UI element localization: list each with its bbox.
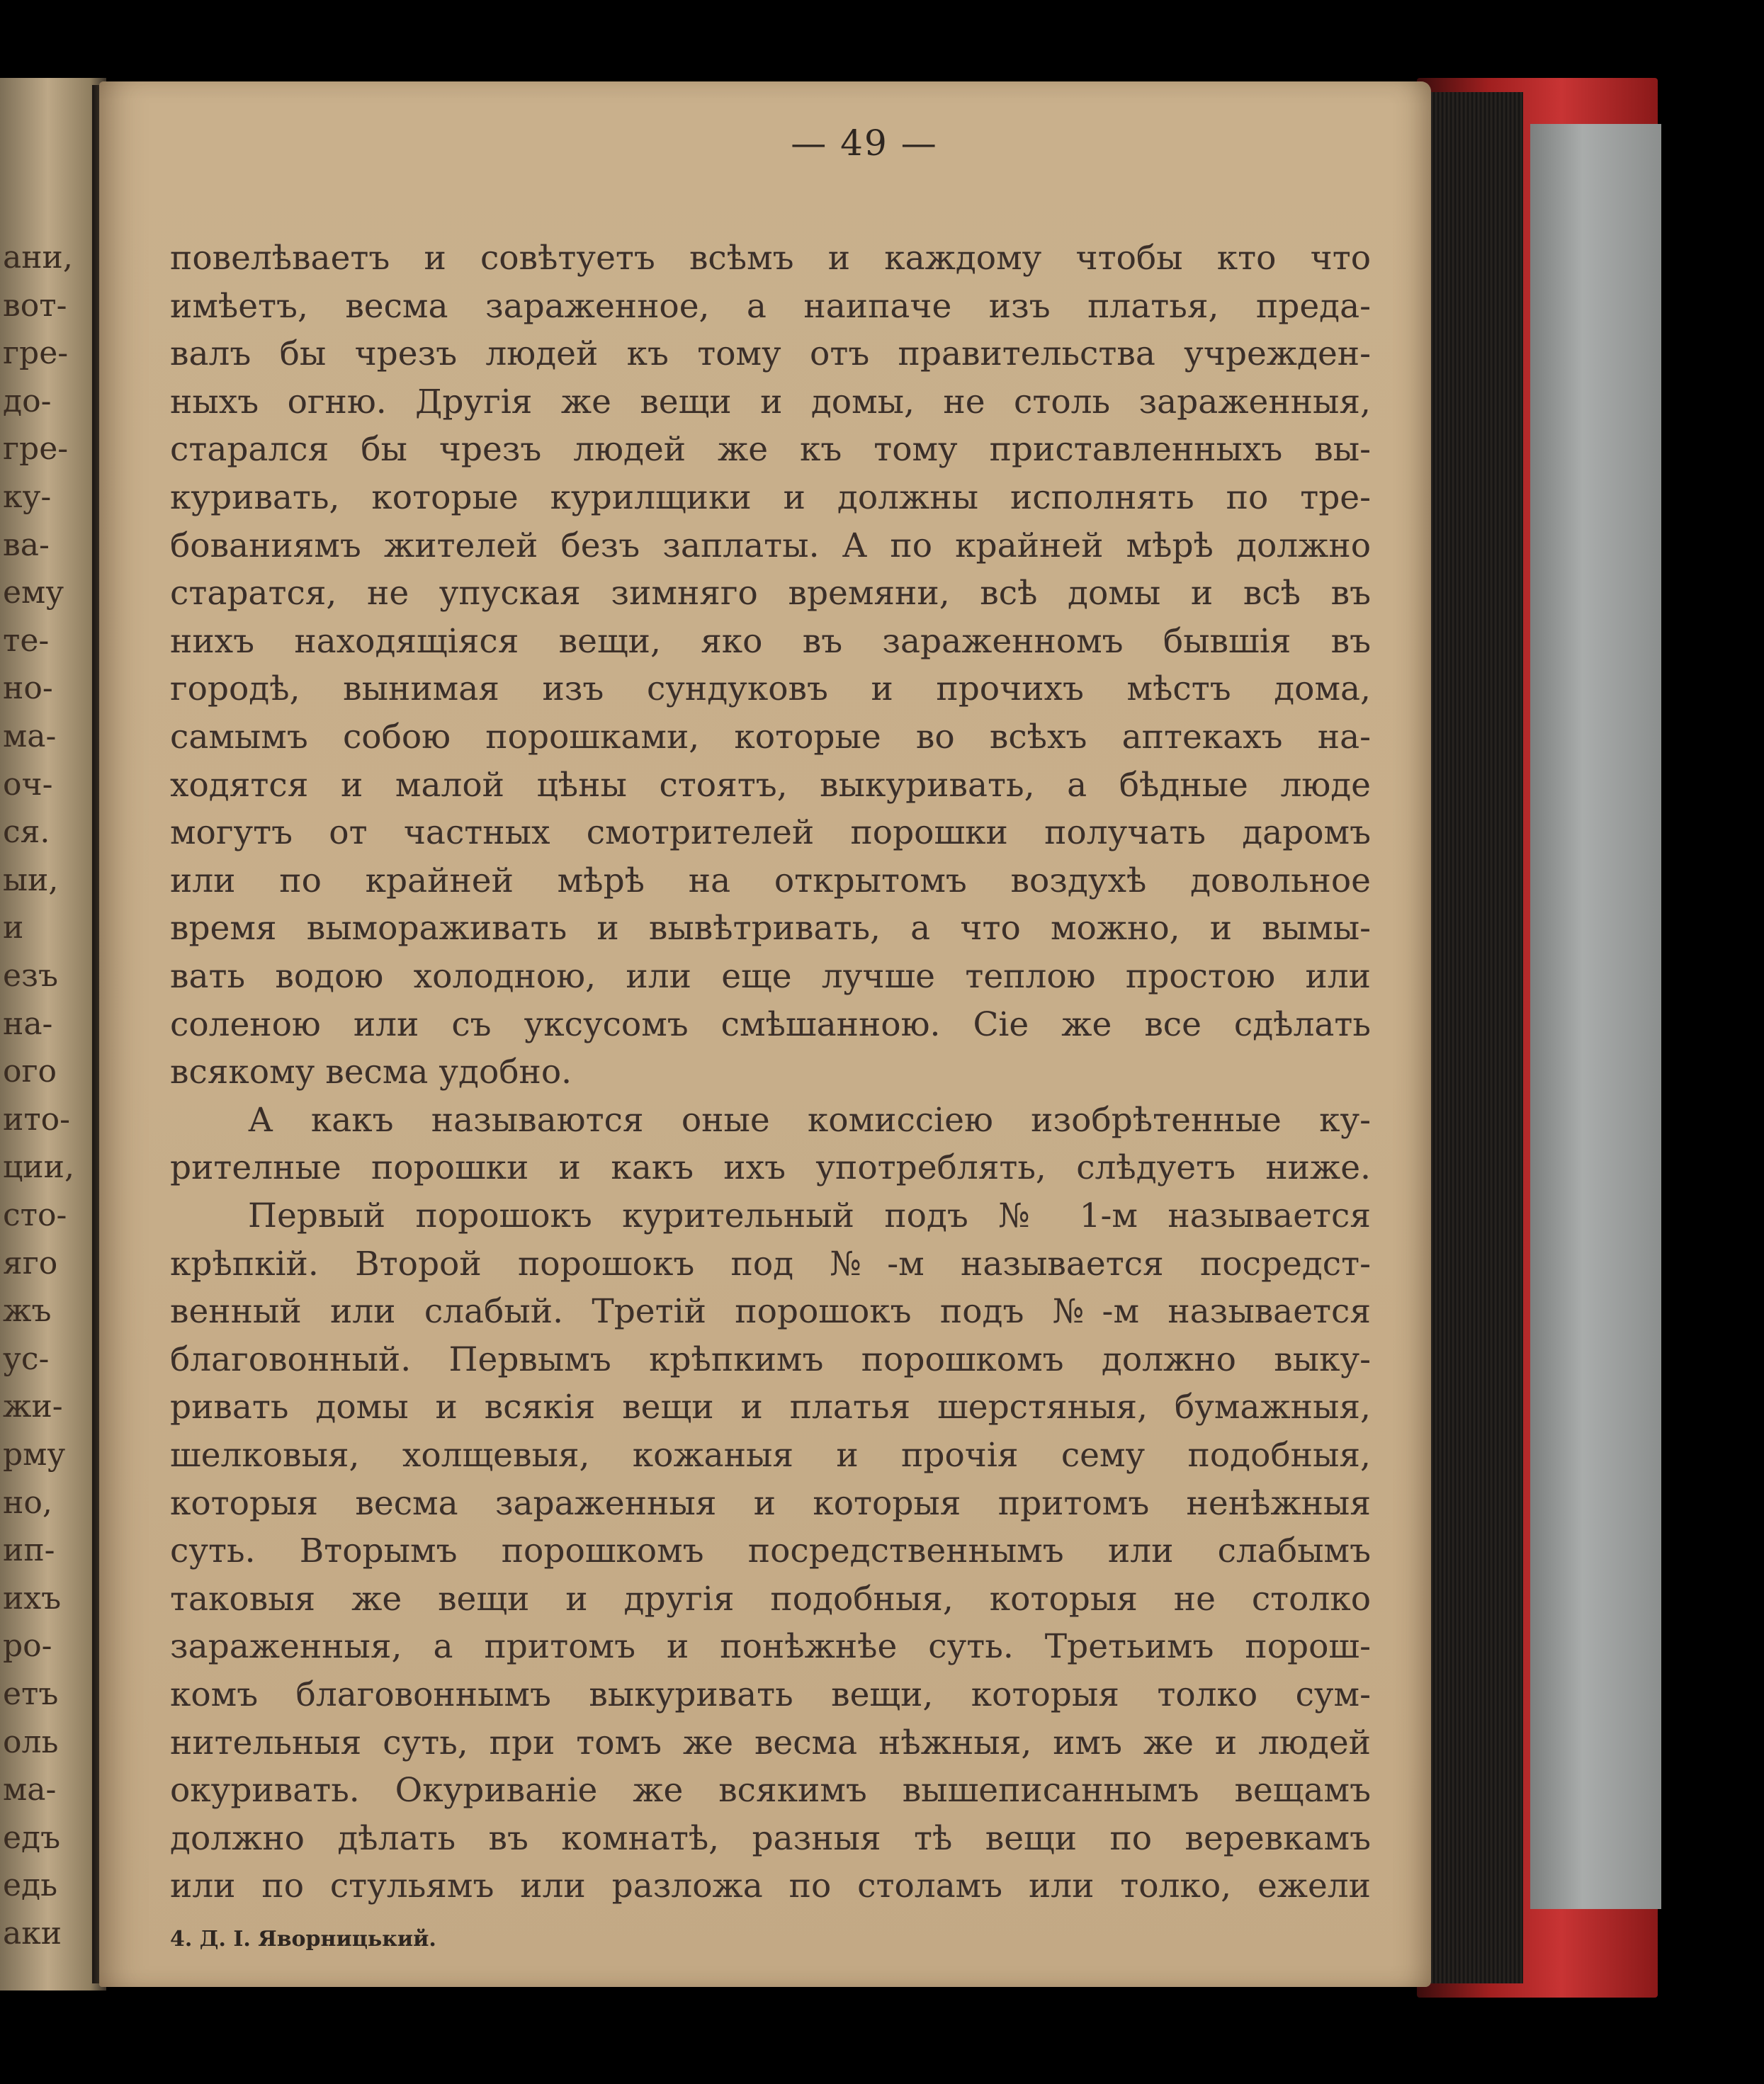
text-line: или по стульямъ или разложа по столамъ или толко, ежели	[170, 1867, 1371, 1906]
text-line: благовонный. Первымъ крѣпкимъ порошкомъ должно выку-	[170, 1340, 1371, 1379]
text-line: валъ бы чрезъ людей къ тому отъ правительства учрежден-	[170, 334, 1371, 374]
left-page-edge	[0, 78, 106, 1990]
text-line: соленою или съ уксусомъ смѣшанною. Сіе же все сдѣлать	[170, 1004, 1371, 1044]
text-line: куривать, которые курилщики и должны исполнять по тре-	[170, 478, 1371, 517]
left-page-fragment: жи-	[3, 1388, 63, 1425]
text-line: бованиямъ жителей безъ заплаты. А по крайней мѣрѣ должно	[170, 526, 1371, 565]
text-line: таковыя же вещи и другія подобныя, которыя не столко	[170, 1579, 1371, 1619]
text-line: могутъ от частных смотрителей порошки получать даромъ	[170, 813, 1371, 853]
text-line: ныхъ огню. Другія же вещи и домы, не столь зараженныя,	[170, 382, 1371, 421]
left-page-fragment: ус-	[3, 1340, 50, 1377]
left-page-fragment: едъ	[3, 1819, 61, 1856]
text-line: или по крайней мѣрѣ на открытомъ воздухѣ довольное	[170, 861, 1371, 900]
left-page-fragment: ыи,	[3, 861, 59, 898]
left-page-fragment: аки	[3, 1915, 62, 1952]
text-line: крѣпкій. Второй порошокъ под №-м называется посредст-	[170, 1244, 1371, 1284]
inner-cover-board	[1530, 124, 1661, 1909]
text-line: вать водою холодною, или еще лучше теплою простою или	[170, 957, 1371, 996]
page-stack-edge	[1417, 92, 1523, 1983]
left-page-fragment: вот-	[3, 287, 67, 324]
text-line: имѣетъ, весма зараженное, а наипаче изъ платья, преда-	[170, 286, 1371, 326]
left-page-fragment: езъ	[3, 958, 59, 994]
left-page-fragment: ани,	[3, 239, 73, 276]
left-page-fragment: ку-	[3, 479, 52, 515]
left-page-fragment: етъ	[3, 1676, 59, 1712]
left-page-fragment: едь	[3, 1867, 58, 1904]
left-page-fragment: ва-	[3, 526, 50, 563]
left-page-fragment: оль	[3, 1723, 59, 1760]
text-line: рителные порошки и какъ ихъ употреблять, слѣдуетъ ниже.	[170, 1148, 1371, 1188]
text-line: ривать домы и всякія вещи и платья шерстяныя, бумажныя,	[170, 1388, 1371, 1427]
left-page-fragment: но,	[3, 1484, 52, 1521]
text-line: нихъ находящіяся вещи, яко въ зараженномъ бывшія въ	[170, 621, 1371, 661]
text-line: шелковыя, холщевыя, кожаныя и прочія сему подобныя,	[170, 1436, 1371, 1475]
left-page-fragment: ма-	[3, 718, 57, 754]
left-page-fragment: те-	[3, 622, 50, 659]
left-page-fragment: ип-	[3, 1532, 55, 1569]
left-page-fragment: ито-	[3, 1101, 71, 1138]
text-line: которыя весма зараженныя и которыя притомъ ненѣжныя	[170, 1483, 1371, 1523]
text-line: ходятся и малой цѣны стоятъ, выкуривать, а бѣдные люде	[170, 765, 1371, 805]
page-number: — 49 —	[791, 123, 938, 164]
text-line: суть. Вторымъ порошкомъ посредственнымъ или слабымъ	[170, 1531, 1371, 1571]
left-page-fragment: до-	[3, 383, 52, 419]
text-line: городѣ, вынимая изъ сундуковъ и прочихъ мѣстъ дома,	[170, 669, 1371, 709]
left-page-fragment: гре-	[3, 431, 69, 468]
text-line: всякому весма удобно.	[170, 1053, 572, 1092]
text-line: нительныя суть, при томъ же весма нѣжныя, имъ же и людей	[170, 1723, 1371, 1762]
left-page-fragment: яго	[3, 1245, 58, 1281]
left-page-fragment: рму	[3, 1437, 66, 1473]
text-line: должно дѣлать въ комнатѣ, разныя тѣ вещи по веревкамъ	[170, 1818, 1371, 1858]
left-page-fragment: ся.	[3, 814, 50, 851]
left-page-fragment: ихъ	[3, 1580, 62, 1616]
left-page-fragment: сто-	[3, 1197, 67, 1233]
left-page-fragment: на-	[3, 1005, 53, 1042]
text-line: зараженныя, а притомъ и понѣжнѣе суть. Третьимъ порош-	[170, 1627, 1371, 1667]
left-page-fragment: ро-	[3, 1628, 52, 1665]
left-page-fragment: оч-	[3, 766, 53, 803]
text-line: Первый порошокъ курительный подъ № 1-м называется	[248, 1196, 1371, 1235]
left-page-fragment: ого	[3, 1053, 57, 1090]
text-line: венный или слабый. Третій порошокъ подъ №-м называется	[170, 1292, 1371, 1332]
left-page-fragment: ему	[3, 574, 64, 611]
left-page-fragment: ма-	[3, 1772, 57, 1808]
text-line: повелѣваетъ и совѣтуетъ всѣмъ и каждому чтобы кто что	[170, 239, 1371, 278]
text-line: старался бы чрезъ людей же къ тому приставленныхъ вы-	[170, 430, 1371, 470]
left-page-fragment: и	[3, 910, 24, 946]
left-page-fragment: ции,	[3, 1149, 74, 1186]
footer-signature: 4. Д. І. Яворницький.	[170, 1927, 436, 1952]
text-line: окуривать. Окуриваніе же всякимъ вышеписаннымъ вещамъ	[170, 1771, 1371, 1811]
text-line: комъ благовоннымъ выкуривать вещи, которыя толко сум-	[170, 1675, 1371, 1714]
text-line: А какъ называются оные комиссіею изобрѣтенные ку-	[248, 1100, 1371, 1140]
text-line: старатся, не упуская зимняго времяни, всѣ домы и всѣ въ	[170, 574, 1371, 613]
left-page-fragment: но-	[3, 670, 53, 707]
text-line: время вымораживать и вывѣтривать, а что можно, и вымы-	[170, 909, 1371, 948]
left-page-fragment: гре-	[3, 335, 69, 372]
left-page-fragment: жъ	[3, 1293, 52, 1330]
text-line: самымъ собою порошками, которые во всѣхъ аптекахъ на-	[170, 718, 1371, 757]
